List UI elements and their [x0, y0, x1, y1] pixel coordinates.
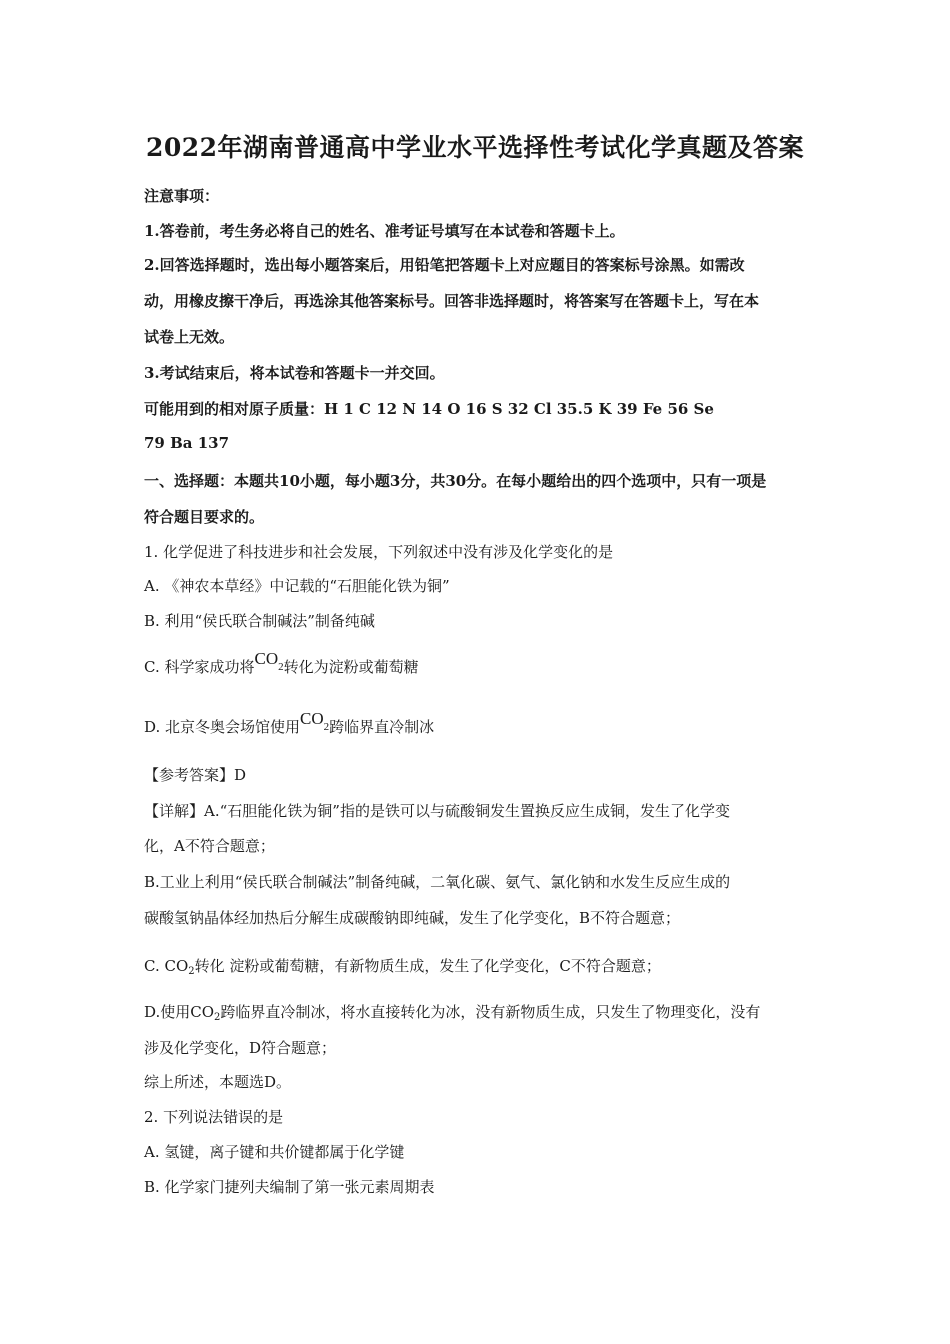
q1-option-d-post: 跨临界直冷制冰	[329, 718, 435, 736]
notice-item-2: 2.回答选择题时，选出每小题答案后，用铅笔把答题卡上对应题目的答案标号涂黑。如需改	[144, 256, 745, 274]
q1-option-b: B. 利用“侯氏联合制碱法”制备纯碱	[144, 612, 375, 630]
atomic-masses-cont: 79 Ba 137	[144, 434, 230, 452]
notice-item-1: 1.答卷前，考生务必将自己的姓名、准考证号填写在本试卷和答题卡上。	[144, 222, 625, 240]
co2-formula: CO2	[254, 649, 284, 673]
section-heading: 一、选择题：本题共10小题，每小题3分，共30分。在每小题给出的四个选项中，只有一项是	[144, 472, 767, 490]
q1-expl-b: B.工业上利用“侯氏联合制碱法”制备纯碱，二氧化碳、氨气、氯化钠和水发生反应生成的	[144, 873, 731, 891]
q1-expl-a: 【详解】A.“石胆能化铁为铜”指的是铁可以与硫酸铜发生置换反应生成铜，发生了化学变	[144, 802, 730, 820]
q2-option-b: B. 化学家门捷列夫编制了第一张元素周期表	[144, 1178, 435, 1196]
section-heading-cont: 符合题目要求的。	[144, 508, 265, 526]
q1-option-d	[144, 709, 435, 737]
notice-item-2-cont: 动，用橡皮擦干净后，再选涂其他答案标号。回答非选择题时，将答案写在答题卡上，写在本	[144, 292, 760, 310]
q2-option-a: A. 氢键，离子键和共价键都属于化学键	[144, 1143, 405, 1161]
q1-expl-b-cont: 碳酸氢钠晶体经加热后分解生成碳酸钠即纯碱，发生了化学变化，B不符合题意；	[144, 909, 681, 927]
notice-heading: 注意事项：	[144, 187, 220, 205]
q1-expl-a-cont: 化，A不符合题意；	[144, 837, 275, 855]
q1-summary: 综上所述，本题选D。	[144, 1073, 292, 1091]
q1-option-c	[144, 649, 419, 677]
q1-stem: 1. 化学促进了科技进步和社会发展，下列叙述中没有涉及化学变化的是	[144, 543, 614, 561]
q1-option-c-post: 转化为淀粉或葡萄糖	[283, 658, 419, 676]
q1-option-c-pre: C. 科学家成功将	[144, 658, 255, 676]
page-title: 2022年湖南普通高中学业水平选择性考试化学真题及答案	[145, 133, 805, 162]
q1-expl-d-cont: 涉及化学变化，D符合题意；	[144, 1039, 337, 1057]
q2-stem: 2. 下列说法错误的是	[144, 1108, 284, 1126]
q1-expl-c: C. $CO_2$转化 淀粉或葡萄糖，有新物质生成，发生了化学变化，C不符合题意；	[144, 957, 661, 977]
q1-option-d-pre: D. 北京冬奥会场馆使用	[144, 718, 301, 736]
atomic-masses: 可能用到的相对原子质量：H 1 C 12 N 14 O 16 S 32 Cl 35.5 K 39 Fe 56 Se	[144, 400, 714, 418]
q1-option-a: A. 《神农本草经》中记载的“石胆能化铁为铜”	[144, 577, 450, 595]
notice-item-3: 3.考试结束后，将本试卷和答题卡一并交回。	[144, 364, 445, 382]
co2-formula: CO2	[300, 709, 330, 733]
q1-expl-d: D.使用$CO_2$跨临界直冷制冰，将水直接转化为冰，没有新物质生成，只发生了物理变化，没有	[144, 1003, 761, 1023]
q1-answer: 【参考答案】D	[144, 766, 247, 784]
notice-item-2-end: 试卷上无效。	[144, 328, 235, 346]
